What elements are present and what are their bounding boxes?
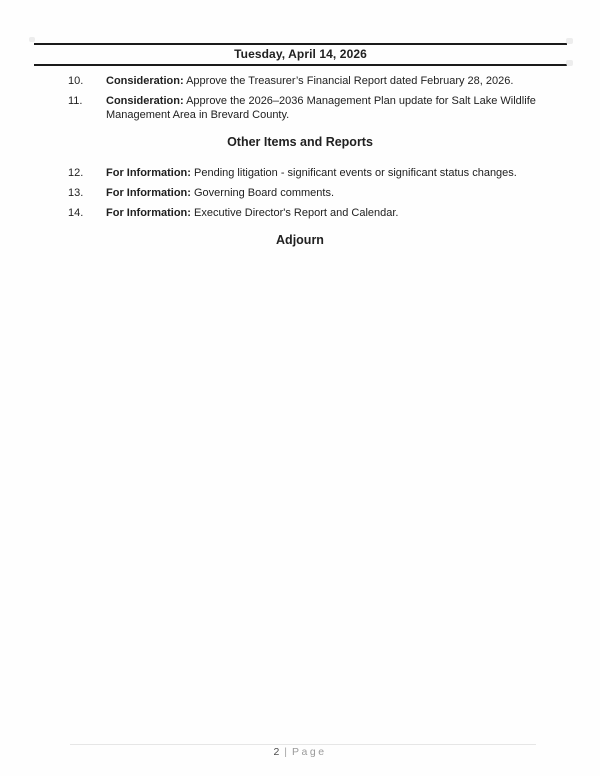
- item-label: Consideration:: [106, 75, 184, 87]
- page-number: 2: [273, 746, 280, 758]
- agenda-list-for-information: [68, 167, 550, 221]
- item-number: 11.: [68, 95, 83, 107]
- footer: [0, 746, 600, 758]
- item-body: [106, 167, 550, 181]
- item-body: [106, 207, 550, 221]
- item-text: Pending litigation - significant events or significant status changes.: [194, 167, 517, 179]
- item-body: [106, 95, 550, 122]
- item-number: 14.: [68, 207, 84, 219]
- section-heading-other-items: Other Items and Reports: [227, 135, 373, 149]
- item-body: [106, 75, 550, 89]
- footer-separator: |: [284, 746, 288, 758]
- adjourn-heading: Adjourn: [276, 232, 324, 247]
- scan-artifact: [566, 38, 573, 44]
- footer-rule: [70, 744, 536, 745]
- agenda-item: [68, 207, 550, 221]
- footer-page-label: Page: [292, 746, 327, 758]
- scan-artifact: [29, 37, 35, 42]
- date-banner-text: Tuesday, April 14, 2026: [234, 47, 367, 61]
- agenda-item: [68, 95, 550, 122]
- agenda-item: [68, 167, 550, 181]
- item-text: Approve the Treasurer’s Financial Report dated February 28, 2026.: [186, 75, 514, 87]
- agenda-item: [68, 187, 550, 201]
- item-number: 10.: [68, 75, 84, 87]
- item-label: For Information:: [106, 187, 191, 199]
- item-body: [106, 187, 550, 201]
- item-text: Approve the 2026–2036 Management Plan update for Salt Lake Wildlife Management Area in Brevard County.: [106, 95, 536, 121]
- agenda-item: [68, 75, 550, 89]
- item-number: 12.: [68, 167, 84, 179]
- date-banner: [34, 43, 567, 66]
- agenda-list-consideration: [68, 75, 550, 122]
- item-label: For Information:: [106, 207, 191, 219]
- item-text: Executive Director's Report and Calendar.: [194, 207, 399, 219]
- item-label: For Information:: [106, 167, 191, 179]
- item-number: 13.: [68, 187, 84, 199]
- scan-artifact: [566, 60, 573, 66]
- item-label: Consideration:: [106, 95, 184, 107]
- item-text: Governing Board comments.: [194, 187, 335, 199]
